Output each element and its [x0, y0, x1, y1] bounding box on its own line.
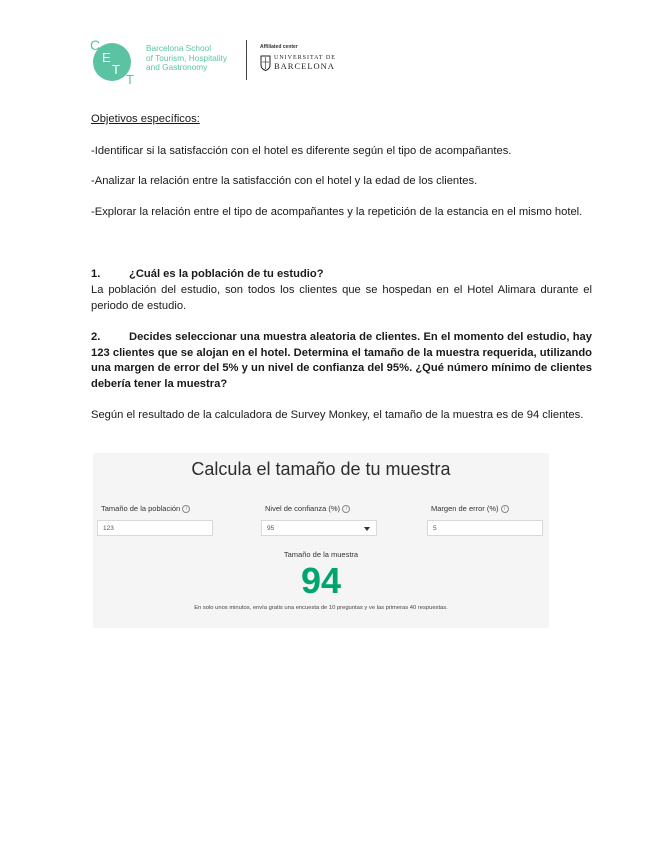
result-value: 94 — [300, 560, 342, 601]
svg-text:T: T — [126, 72, 134, 86]
document-header — [90, 36, 350, 86]
university-name — [274, 54, 336, 71]
svg-text:T: T — [112, 62, 120, 77]
population-label-text: Tamaño de la población — [101, 504, 181, 513]
promo-note: En solo unos minutos, envía gratis una encuesta de 10 preguntas y ve las primeras 40 respuestas. — [194, 605, 448, 611]
question-number: 2. — [91, 331, 101, 343]
margin-label — [431, 504, 509, 513]
svg-text:C: C — [90, 37, 101, 53]
question-text: ¿Cuál es la población de tu estudio? — [129, 268, 324, 280]
header-divider — [246, 40, 247, 80]
chevron-down-icon — [364, 527, 370, 531]
info-circle-icon[interactable]: i — [501, 505, 509, 513]
school-line: Barcelona School — [146, 43, 212, 53]
info-circle-icon[interactable]: i — [342, 505, 350, 513]
confidence-label — [265, 504, 350, 513]
result-label: Tamaño de la muestra — [283, 550, 359, 559]
university-seal-icon — [260, 55, 271, 71]
affiliated-label: Affiliated center — [260, 44, 298, 50]
objective-item: -Analizar la relación entre la satisfacción con el hotel y la edad de los clientes. — [91, 175, 478, 187]
question-text: Decides seleccionar una muestra aleatoria de clientes. En el momento del estudio, hay 123 clientes que se alojan en el hotel. Determina el tamaño de la muestra requerida, utilizando una margen de error del 5% y un nivel de confianza del 95%. ¿Qué número mínimo de clientes debería tener la muestra? — [91, 331, 592, 390]
confidence-select[interactable] — [261, 520, 377, 536]
sample-size-calculator — [93, 453, 549, 628]
objective-item: -Identificar si la satisfacción con el hotel es diferente según el tipo de acompañantes. — [91, 145, 512, 157]
question-2 — [91, 330, 592, 392]
confidence-value: 95 — [267, 525, 275, 532]
margin-label-text: Margen de error (%) — [431, 504, 499, 513]
university-line2: BARCELONA — [274, 61, 335, 71]
question-number: 1. — [91, 268, 101, 280]
school-line: and Gastronomy — [146, 62, 208, 73]
margin-input[interactable]: 5 — [427, 520, 543, 536]
university-line1: UNIVERSITAT DE — [274, 55, 336, 61]
info-circle-icon[interactable]: i — [182, 505, 190, 513]
population-label — [101, 504, 190, 513]
question-1 — [91, 267, 592, 283]
section-title: Objetivos específicos: — [91, 113, 200, 125]
answer-1: La población del estudio, son todos los clientes que se hospedan en el Hotel Alimara durante el periodo de estudio. — [91, 284, 592, 312]
school-name — [146, 44, 256, 73]
calculator-title: Calcula el tamaño de tu muestra — [191, 459, 451, 479]
svg-text:E: E — [102, 50, 111, 65]
population-input[interactable]: 123 — [97, 520, 213, 536]
school-line: of Tourism, Hospitality — [146, 52, 227, 63]
cett-logo — [90, 36, 146, 86]
answer-2: Según el resultado de la calculadora de Survey Monkey, el tamaño de la muestra es de 94 clientes. — [91, 409, 584, 421]
confidence-label-text: Nivel de confianza (%) — [265, 504, 341, 513]
objective-item: -Explorar la relación entre el tipo de acompañantes y la repetición de la estancia en el mismo hotel. — [91, 206, 583, 218]
